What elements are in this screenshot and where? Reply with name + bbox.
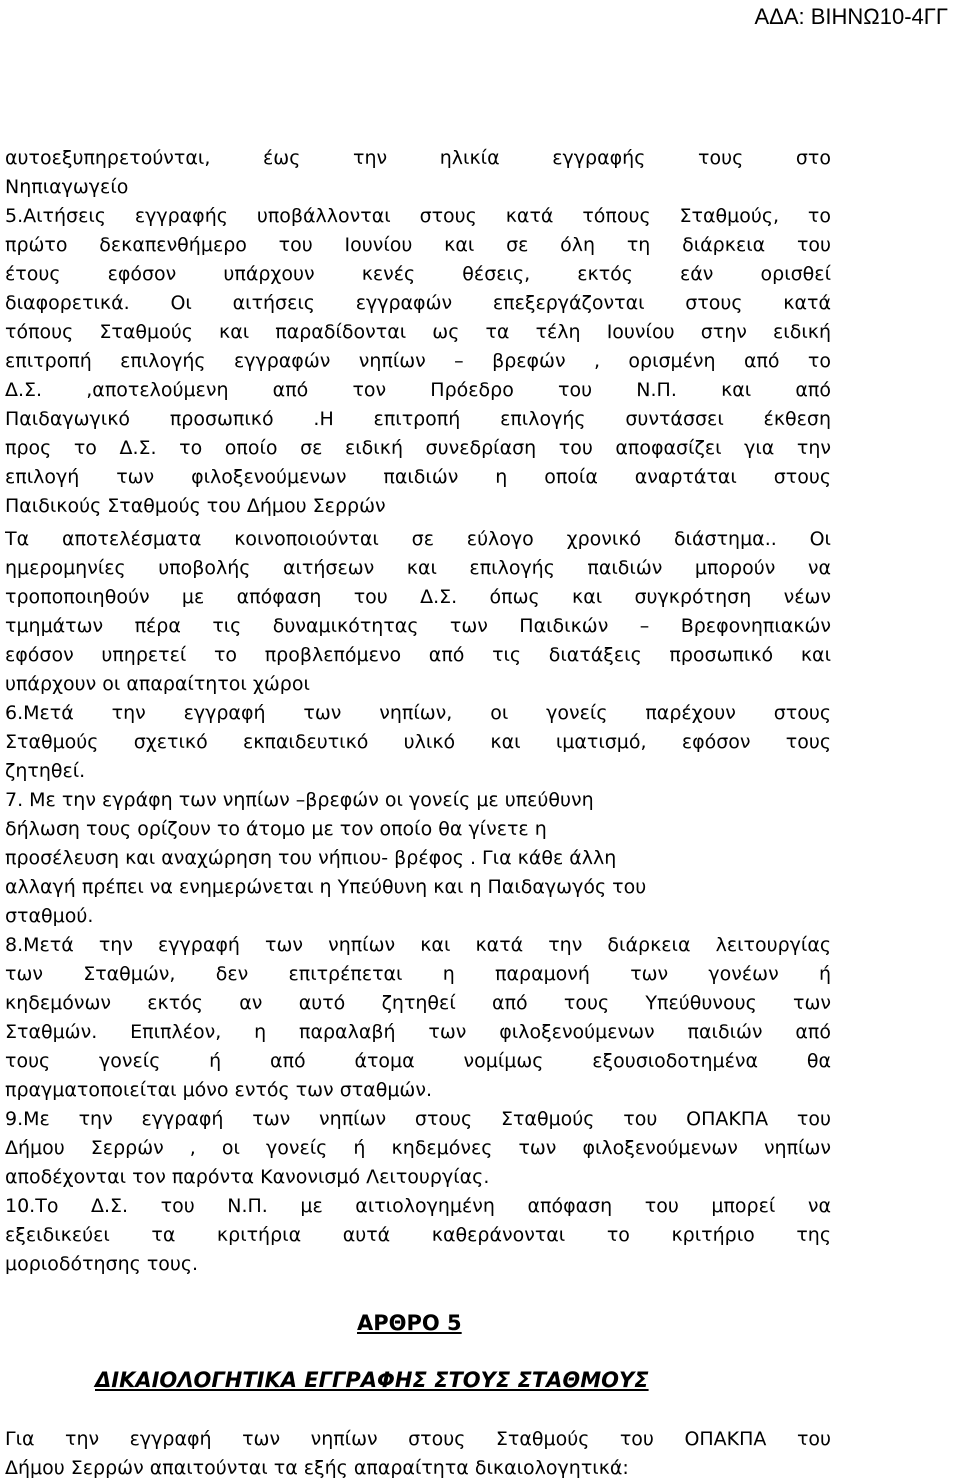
text-line: κηδεμόνων εκτός αν αυτό ζητηθεί από τους Υπεύθυνους των [5, 992, 831, 1014]
text-line: 9.Με την εγγραφή των νηπίων στους Σταθμούς του ΟΠΑΚΠΑ του [5, 1108, 831, 1130]
text-line: Δήμου Σερρών , οι γονείς ή κηδεμόνες των φιλοξενούμενων νηπίων [5, 1137, 831, 1159]
text-line: 7. Με την εγράφη των νηπίων –βρεφών οι γονείς με υπεύθυνη [5, 789, 594, 811]
text-line: των Σταθμών, δεν επιτρέπεται η παραμονή των γονέων ή [5, 963, 831, 985]
text-line: δήλωση τους ορίζουν το άτομο με τον οποίο θα γίνετε η [5, 818, 547, 840]
article-title: ΔΙΚΑΙΟΛΟΓΗΤΙΚΑ ΕΓΓΡΑΦΗΣ ΣΤΟΥΣ ΣΤΑΘΜΟΥΣ [95, 1368, 649, 1392]
article-number: ΑΡΘΡΟ 5 [357, 1311, 462, 1335]
text-line: τους γονείς ή από άτομα νομίμως εξουσιοδοτημένα θα [5, 1050, 831, 1072]
text-line: Σταθμούς σχετικό εκπαιδευτικό υλικό και ιματισμό, εφόσον τους [5, 731, 831, 753]
text-line: Δ.Σ. ,αποτελούμενη από τον Πρόεδρο του Ν.Π. και από [5, 379, 831, 401]
text-line: αλλαγή πρέπει να ενημερώνεται η Υπεύθυνη και η Παιδαγωγός του [5, 876, 647, 898]
text-line: ζητηθεί. [5, 760, 86, 782]
text-line: τμημάτων πέρα τις δυναμικότητας των Παιδικών – Βρεφονηπιακών [5, 615, 831, 637]
text-line: Τα αποτελέσματα κοινοποιούνται σε εύλογο χρονικό διάστημα.. Οι [5, 528, 831, 550]
text-line: 6.Μετά την εγγραφή των νηπίων, οι γονείς παρέχουν στους [5, 702, 831, 724]
text-line: διαφορετικά. Οι αιτήσεις εγγραφών επεξεργάζονται στους κατά [5, 292, 831, 314]
text-line: προς το Δ.Σ. το οποίο σε ειδική συνεδρίαση του αποφασίζει για την [5, 437, 831, 459]
ada-identifier: ΑΔΑ: ΒΙΗΝΩ10-4ΓΓ [754, 4, 948, 29]
text-line: Παιδαγωγικό προσωπικό .Η επιτροπή επιλογής συντάσσει έκθεση [5, 408, 831, 430]
text-line: έτους εφόσον υπάρχουν κενές θέσεις, εκτός εάν ορισθεί [5, 263, 831, 285]
text-line: Παιδικούς Σταθμούς του Δήμου Σερρών [5, 495, 386, 517]
text-line: ημερομηνίες υποβολής αιτήσεων και επιλογής παιδιών μπορούν να [5, 557, 831, 579]
text-line: 5.Αιτήσεις εγγραφής υποβάλλονται στους κατά τόπους Σταθμούς, το [5, 205, 831, 227]
text-line: πρώτο δεκαπενθήμερο του Ιουνίου και σε όλη τη διάρκεια του [5, 234, 831, 256]
text-line: τόπους Σταθμούς και παραδίδονται ως τα τέλη Ιουνίου στην ειδική [5, 321, 831, 343]
text-line: προσέλευση και αναχώρηση του νήπιου- βρέφος . Για κάθε άλλη [5, 847, 617, 869]
text-line: Δήμου Σερρών απαιτούνται τα εξής απαραίτητα δικαιολογητικά: [5, 1457, 629, 1479]
text-line: μοριοδότησης τους. [5, 1253, 199, 1275]
text-line: 10.Το Δ.Σ. του Ν.Π. με αιτιολογημένη απόφαση του μπορεί να [5, 1195, 831, 1217]
text-line: επιτροπή επιλογής εγγραφών νηπίων – βρεφών , ορισμένη από το [5, 350, 831, 372]
text-line: εφόσον υπηρετεί το προβλεπόμενο από τις διατάξεις προσωπικό και [5, 644, 831, 666]
text-line: Νηπιαγωγείο [5, 176, 129, 198]
text-line: πραγματοποιείται μόνο εντός των σταθμών. [5, 1079, 432, 1101]
text-line: σταθμού. [5, 905, 94, 927]
text-line: 8.Μετά την εγγραφή των νηπίων και κατά την διάρκεια λειτουργίας [5, 934, 831, 956]
text-line: Σταθμών. Επιπλέον, η παραλαβή των φιλοξενούμενων παιδιών από [5, 1021, 831, 1043]
text-line: τροποποιηθούν με απόφαση του Δ.Σ. όπως και συγκρότηση νέων [5, 586, 831, 608]
text-line: υπάρχουν οι απαραίτητοι χώροι [5, 673, 310, 695]
text-line: αποδέχονται τον παρόντα Κανονισμό Λειτουργίας. [5, 1166, 490, 1188]
text-line: αυτοεξυπηρετούνται, έως την ηλικία εγγραφής τους στο [5, 147, 831, 169]
text-line: επιλογή των φιλοξενούμενων παιδιών η οποία αναρτάται στους [5, 466, 831, 488]
text-line: Για την εγγραφή των νηπίων στους Σταθμούς του ΟΠΑΚΠΑ του [5, 1428, 831, 1450]
text-line: εξειδικεύει τα κριτήρια αυτά καθεράνονται το κριτήριο της [5, 1224, 831, 1246]
